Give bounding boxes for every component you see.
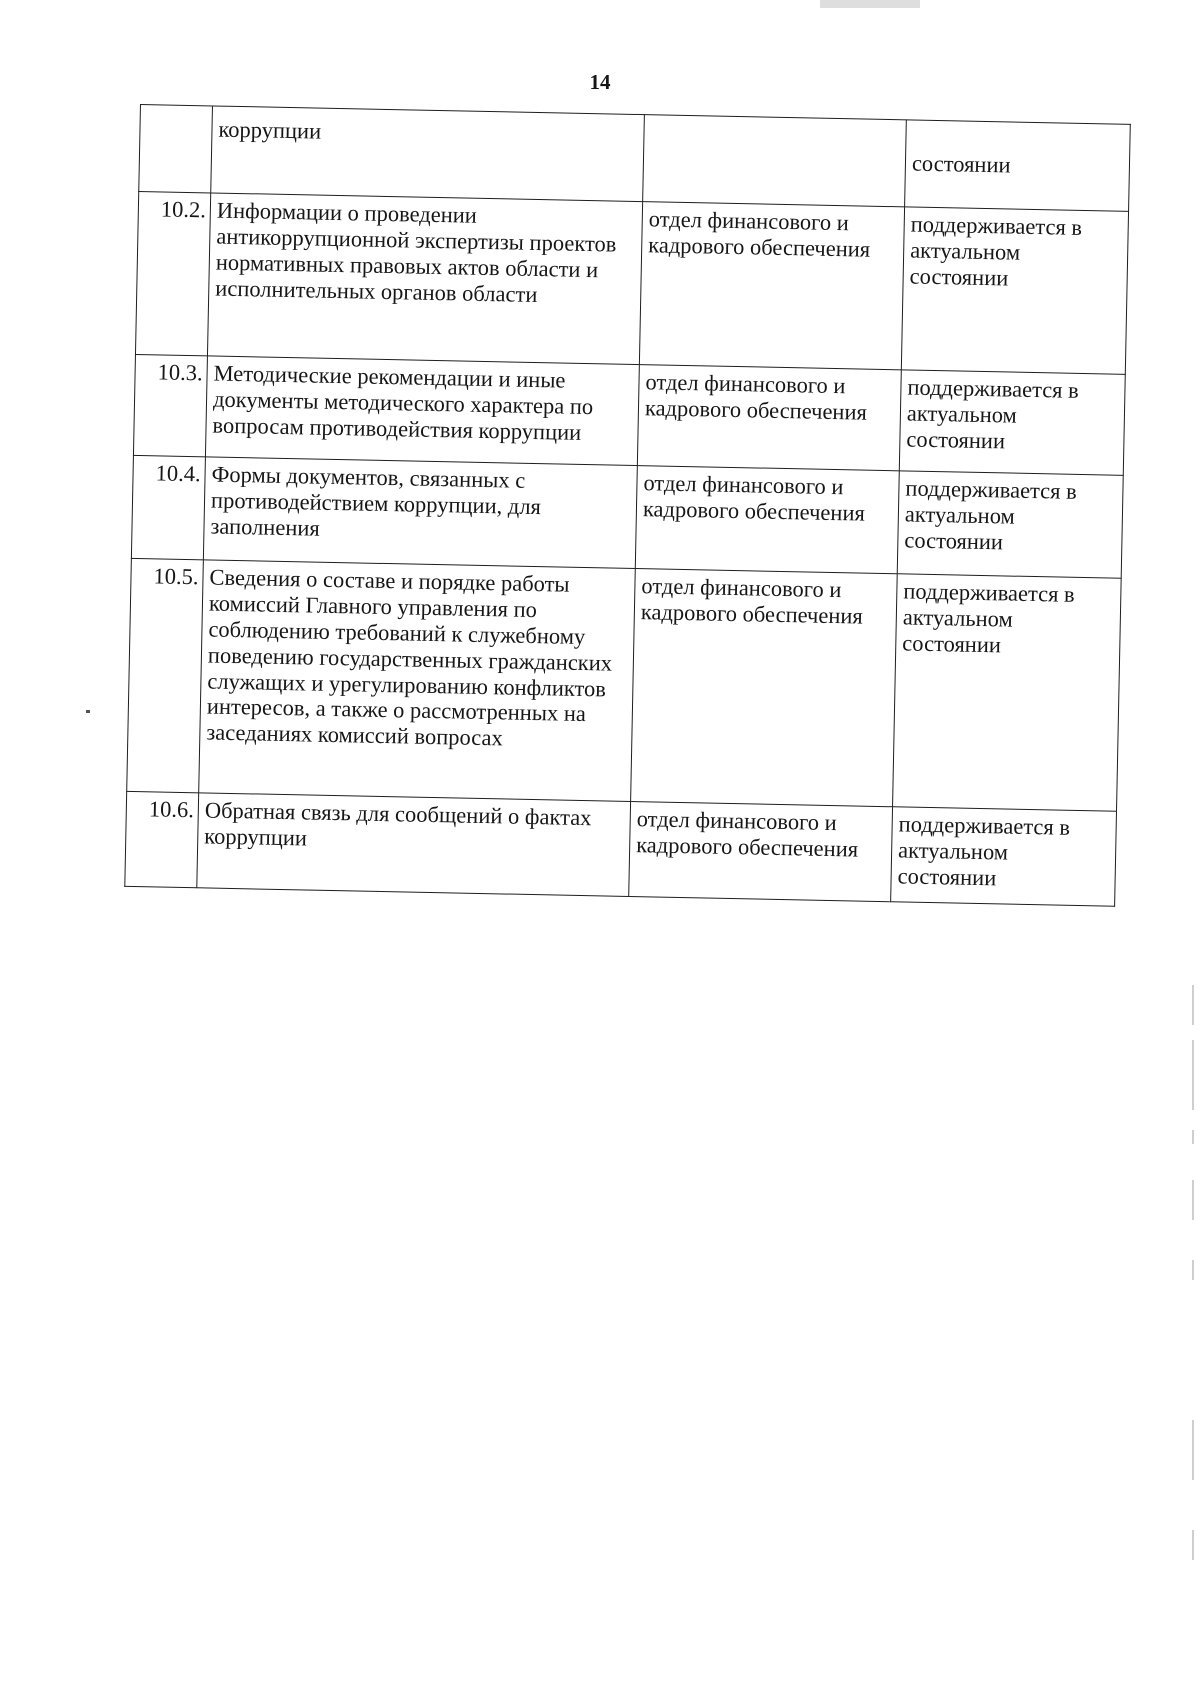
row-responsible: отдел финансового и кадрового обеспечения xyxy=(635,466,899,574)
row-number: 10.2. xyxy=(135,191,210,355)
scan-edge-line xyxy=(1192,1420,1194,1480)
row-description: Методические рекомендации и иные документы методического характера по вопросам противодействия коррупции xyxy=(205,356,639,466)
row-status: поддерживается в актуальном состоянии xyxy=(901,207,1128,374)
scan-edge-line xyxy=(1192,1180,1194,1220)
row-description: Обратная связь для сообщений о фактах коррупции xyxy=(197,793,631,897)
page-number: 14 xyxy=(589,70,611,94)
row-status: поддерживается в актуальном состоянии xyxy=(897,471,1123,578)
row-number: 10.4. xyxy=(131,455,205,559)
row-description: Сведения о составе и порядке работы комиссий Главного управления по соблюдению требований к служебному поведению государственных гражданских служащих и урегулированию конфликтов интересов, а также о рассмотренных на заседаниях комиссий вопросах xyxy=(199,560,636,802)
row-status: состоянии xyxy=(905,120,1131,211)
scan-edge-line xyxy=(1192,1530,1194,1560)
scan-edge-line xyxy=(1192,1130,1194,1144)
row-responsible: отдел финансового и кадрового обеспечения xyxy=(639,202,904,370)
row-number: 10.5. xyxy=(127,558,204,792)
row-description: Формы документов, связанных с противодействием коррупции, для заполнения xyxy=(203,457,637,569)
row-responsible xyxy=(643,115,907,207)
table-row xyxy=(131,455,1123,578)
row-responsible: отдел финансового и кадрового обеспечения xyxy=(631,569,898,807)
row-number xyxy=(139,105,213,193)
table-row xyxy=(135,191,1128,374)
row-status: поддерживается в актуальном состоянии xyxy=(891,807,1117,906)
measures-table xyxy=(124,104,1131,907)
scan-artifact-top xyxy=(820,0,920,8)
row-number: 10.3. xyxy=(133,354,207,456)
row-responsible: отдел финансового и кадрового обеспечения xyxy=(629,801,893,901)
row-status: поддерживается в актуальном состоянии xyxy=(893,574,1122,811)
row-description: Информации о проведении антикоррупционной экспертизы проектов нормативных правовых актов области и исполнительных органов области xyxy=(207,193,642,365)
scan-edge-line xyxy=(1192,1260,1194,1280)
scan-edge-line xyxy=(1192,985,1194,1025)
table-row xyxy=(125,791,1117,906)
scan-artifact-dot xyxy=(86,710,90,713)
scan-edge-line xyxy=(1192,1040,1194,1110)
row-description: коррупции xyxy=(211,106,645,202)
table-row xyxy=(133,354,1125,475)
row-number: 10.6. xyxy=(125,791,199,887)
row-status: поддерживается в актуальном состоянии xyxy=(899,370,1125,475)
row-responsible: отдел финансового и кадрового обеспечения xyxy=(637,365,901,471)
table-row xyxy=(127,558,1121,811)
